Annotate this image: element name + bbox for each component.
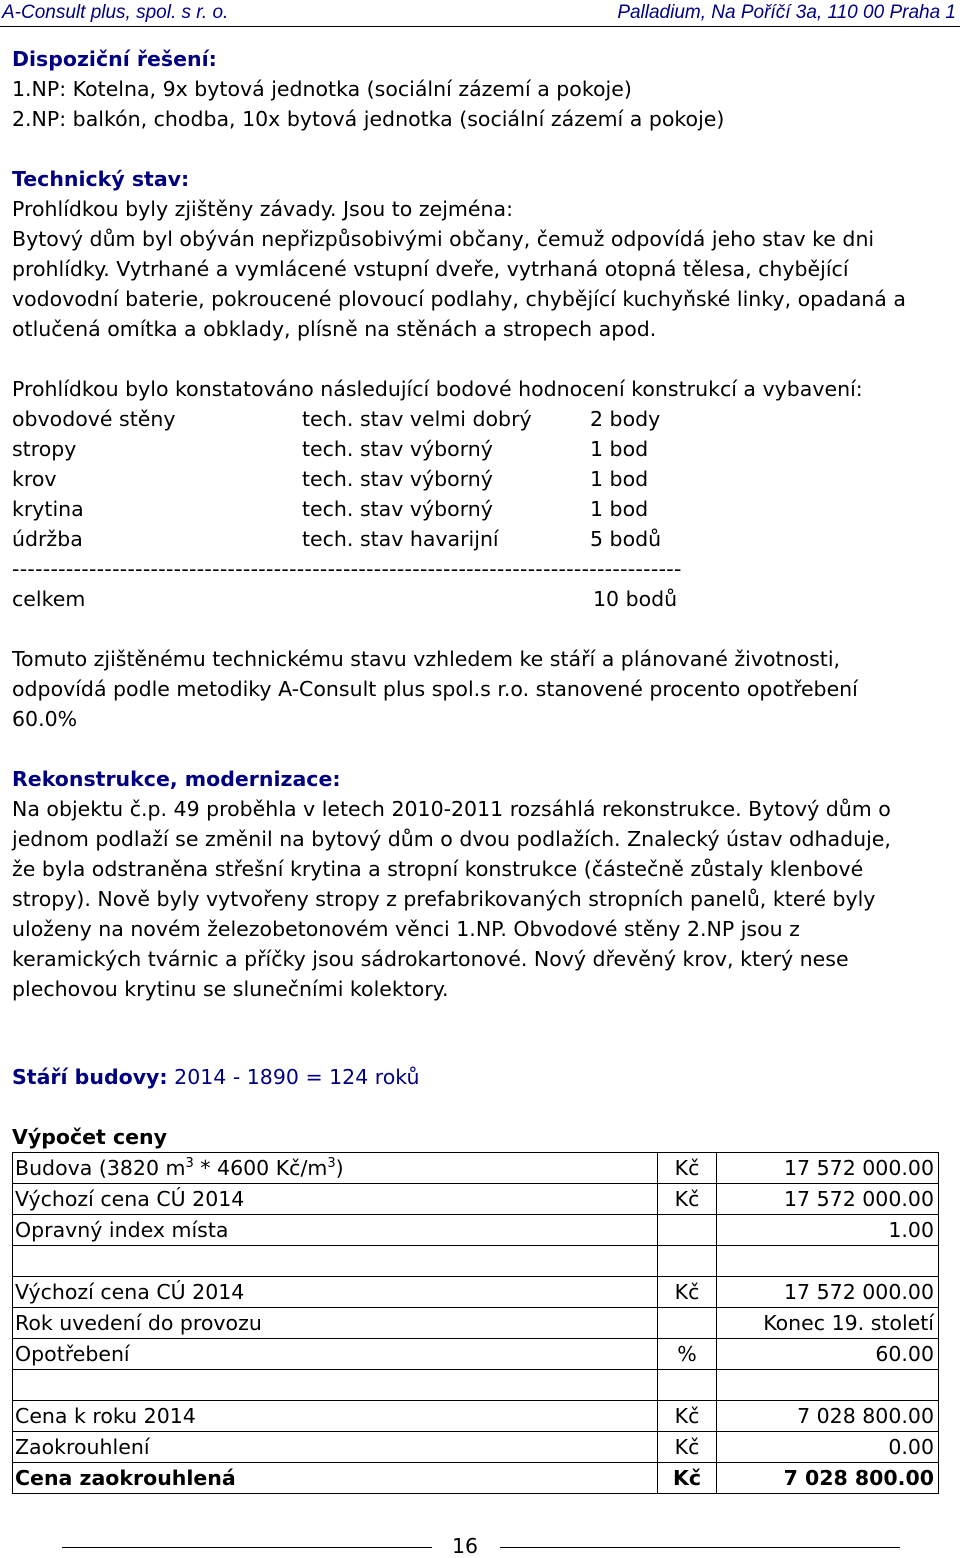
building-age-value: 2014 - 1890 = 124 roků — [174, 1065, 420, 1089]
calc-row-empty — [13, 1246, 939, 1277]
tech-state-line: prohlídky. Vytrhané a vymlácené vstupní dveře, vytrhaná otopná tělesa, chybějící — [12, 257, 849, 281]
calc-value: 7 028 800.00 — [717, 1401, 939, 1432]
calc-label: Rok uvedení do provozu — [13, 1308, 658, 1339]
calc-row — [13, 1401, 939, 1432]
rating-points: 1 bod — [590, 497, 649, 521]
calc-row — [13, 1184, 939, 1215]
calc-unit: Kč — [658, 1432, 717, 1463]
rating-points: 2 body — [590, 407, 661, 431]
disposition-heading: Dispoziční řešení: — [12, 47, 217, 71]
rating-points: 5 bodů — [590, 527, 662, 551]
calc-unit: % — [658, 1339, 717, 1370]
rating-item: krov — [12, 467, 57, 491]
rating-state: tech. stav velmi dobrý — [302, 407, 532, 431]
calc-label: Budova (3820 $m^3 * 4600$ $Kč/m^3$) — [13, 1153, 658, 1184]
calc-label: Zaokrouhlení — [13, 1432, 658, 1463]
calc-value: 17 572 000.00 — [717, 1153, 939, 1184]
tech-state-line: vodovodní baterie, pokroucené plovoucí podlahy, chybějící kuchyňské linky, opadaná a — [12, 287, 906, 311]
rating-row — [12, 494, 952, 524]
calc-unit — [658, 1215, 717, 1246]
rating-item: obvodové stěny — [12, 407, 176, 431]
document-body — [12, 44, 952, 1494]
calc-row — [13, 1277, 939, 1308]
calc-label: Opravný index místa — [13, 1215, 658, 1246]
calc-value: 1.00 — [717, 1215, 939, 1246]
calc-row — [13, 1339, 939, 1370]
page-header — [0, 2, 960, 27]
disposition-line: 1.NP: Kotelna, 9x bytová jednotka (sociální zázemí a pokoje) — [12, 77, 632, 101]
rating-state: tech. stav výborný — [302, 437, 493, 461]
calc-unit — [658, 1246, 717, 1277]
page-number: 16 — [452, 1534, 479, 1558]
rating-row — [12, 464, 952, 494]
price-calculation-table — [12, 1152, 939, 1494]
calc-value: 0.00 — [717, 1432, 939, 1463]
calc-total-label: Cena zaokrouhlená — [13, 1463, 658, 1494]
rating-total-value: 10 bodů — [593, 587, 678, 611]
rating-intro: Prohlídkou bylo konstatováno následující bodové hodnocení konstrukcí a vybavení: — [12, 377, 863, 401]
calc-unit: Kč — [658, 1184, 717, 1215]
building-age — [12, 1062, 952, 1092]
calc-label: Opotřebení — [13, 1339, 658, 1370]
rating-state: tech. stav výborný — [302, 497, 493, 521]
reconstruction-line: keramických tvárnic a příčky jsou sádrokartonové. Nový dřevěný krov, který nese — [12, 947, 849, 971]
rating-row — [12, 524, 952, 554]
building-age-label: Stáří budovy: — [12, 1065, 168, 1089]
calc-unit: Kč — [658, 1401, 717, 1432]
tech-state-line: Prohlídkou byly zjištěny závady. Jsou to zejména: — [12, 197, 513, 221]
header-company: A-Consult plus, spol. s r. o. — [2, 2, 229, 23]
rating-row — [12, 434, 952, 464]
rating-separator: --------------------------------------------------------------------------------------- — [12, 557, 682, 581]
calc-label — [13, 1370, 658, 1401]
calc-value: 60.00 — [717, 1339, 939, 1370]
calc-value — [717, 1246, 939, 1277]
calc-row — [13, 1215, 939, 1246]
wear-percent: 60.0% — [12, 707, 78, 731]
calc-unit: Kč — [658, 1153, 717, 1184]
calc-row-total — [13, 1463, 939, 1494]
tech-state-heading: Technický stav: — [12, 167, 190, 191]
calc-row-empty — [13, 1370, 939, 1401]
reconstruction-line: plechovou krytinu se slunečními kolektory. — [12, 977, 449, 1001]
calc-label: Cena k roku 2014 — [13, 1401, 658, 1432]
calc-value — [717, 1370, 939, 1401]
rating-points: 1 bod — [590, 467, 649, 491]
wear-line: Tomuto zjištěnému technickému stavu vzhledem ke stáří a plánované životnosti, — [12, 647, 841, 671]
calc-label: Výchozí cena CÚ 2014 — [13, 1277, 658, 1308]
rating-points: 1 bod — [590, 437, 649, 461]
reconstruction-heading: Rekonstrukce, modernizace: — [12, 767, 341, 791]
rating-item: stropy — [12, 437, 77, 461]
calc-heading: Výpočet ceny — [12, 1125, 167, 1149]
calc-total-unit: Kč — [658, 1463, 717, 1494]
tech-state-line: otlučená omítka a obklady, plísně na stěnách a stropech apod. — [12, 317, 657, 341]
footer-rule-right — [500, 1547, 900, 1548]
rating-item: krytina — [12, 497, 84, 521]
calc-unit: Kč — [658, 1277, 717, 1308]
reconstruction-line: jednom podlaží se změnil na bytový dům o dvou podlažích. Znalecký ústav odhaduje, — [12, 827, 891, 851]
calc-value: 17 572 000.00 — [717, 1277, 939, 1308]
calc-unit — [658, 1308, 717, 1339]
calc-row — [13, 1153, 939, 1184]
rating-item: údržba — [12, 527, 83, 551]
disposition-line: 2.NP: balkón, chodba, 10x bytová jednotka (sociální zázemí a pokoje) — [12, 107, 725, 131]
rating-row — [12, 404, 952, 434]
wear-line: odpovídá podle metodiky A-Consult plus spol.s r.o. stanovené procento opotřebení — [12, 677, 858, 701]
reconstruction-line: stropy). Nově byly vytvořeny stropy z prefabrikovaných stropních panelů, které byly — [12, 887, 876, 911]
rating-state: tech. stav výborný — [302, 467, 493, 491]
tech-state-line: Bytový dům byl obýván nepřizpůsobivými občany, čemuž odpovídá jeho stav ke dni — [12, 227, 875, 251]
reconstruction-line: Na objektu č.p. 49 proběhla v letech 2010-2011 rozsáhlá rekonstrukce. Bytový dům o — [12, 797, 891, 821]
reconstruction-line: že byla odstraněna střešní krytina a stropní konstrukce (částečně zůstaly klenbové — [12, 857, 864, 881]
calc-label: Výchozí cena CÚ 2014 — [13, 1184, 658, 1215]
calc-total-value: 7 028 800.00 — [717, 1463, 939, 1494]
header-address: Palladium, Na Poříčí 3a, 110 00 Praha 1 — [617, 2, 956, 23]
calc-row — [13, 1308, 939, 1339]
reconstruction-line: uloženy na novém železobetonovém věnci 1.NP. Obvodové stěny 2.NP jsou z — [12, 917, 800, 941]
calc-row — [13, 1432, 939, 1463]
calc-unit — [658, 1370, 717, 1401]
rating-total-label: celkem — [12, 587, 86, 611]
rating-total-row — [12, 584, 952, 614]
footer-rule-left — [62, 1547, 432, 1548]
calc-value: 17 572 000.00 — [717, 1184, 939, 1215]
rating-state: tech. stav havarijní — [302, 527, 499, 551]
calc-value: Konec 19. století — [717, 1308, 939, 1339]
calc-label — [13, 1246, 658, 1277]
